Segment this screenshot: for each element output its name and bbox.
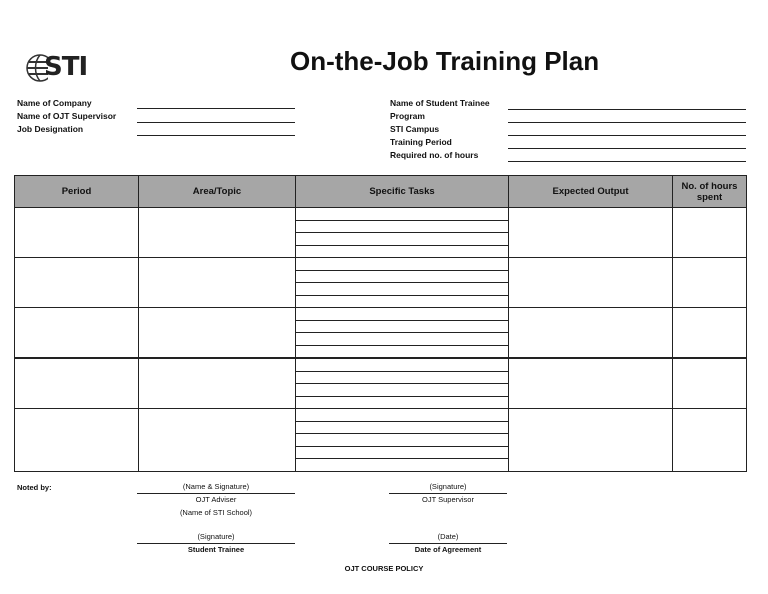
task-line[interactable]	[296, 333, 508, 346]
logo-text: STI	[44, 52, 88, 82]
adviser-signature-line[interactable]	[137, 493, 295, 494]
supervisor-field[interactable]	[137, 122, 295, 123]
period-cell[interactable]	[15, 308, 139, 359]
table-row	[15, 358, 747, 409]
task-line[interactable]	[296, 308, 508, 321]
program-label: Program	[390, 111, 425, 121]
student-trainee-label: Name of Student Trainee	[390, 98, 490, 108]
supervisor-signature-line[interactable]	[389, 493, 507, 494]
sti-logo	[26, 50, 96, 86]
task-line[interactable]	[296, 296, 508, 308]
table-header-row	[15, 176, 747, 208]
table-row	[15, 208, 747, 258]
date-line[interactable]	[389, 543, 507, 544]
hours-spent-cell[interactable]	[673, 358, 747, 409]
expected-output-cell[interactable]	[509, 308, 673, 359]
job-designation-label: Job Designation	[17, 124, 84, 134]
area-topic-cell[interactable]	[139, 308, 296, 359]
task-line[interactable]	[296, 321, 508, 334]
expected-output-cell[interactable]	[509, 409, 673, 472]
header-area-topic: Area/Topic	[139, 176, 296, 208]
task-line[interactable]	[296, 258, 508, 271]
task-line[interactable]	[296, 346, 508, 358]
task-line[interactable]	[296, 271, 508, 284]
task-line[interactable]	[296, 359, 508, 372]
specific-tasks-cell	[296, 258, 509, 308]
required-hours-field[interactable]	[508, 161, 746, 162]
student-trainee-field[interactable]	[508, 109, 746, 110]
specific-tasks-cell	[296, 208, 509, 258]
required-hours-label: Required no. of hours	[390, 150, 479, 160]
expected-output-cell[interactable]	[509, 258, 673, 308]
hours-spent-cell[interactable]	[673, 208, 747, 258]
expected-output-cell[interactable]	[509, 208, 673, 258]
trainee-signature-line[interactable]	[137, 543, 295, 544]
task-line[interactable]	[296, 459, 508, 471]
task-line[interactable]	[296, 397, 508, 409]
supervisor-label: Name of OJT Supervisor	[17, 111, 117, 121]
campus-field[interactable]	[508, 135, 746, 136]
specific-tasks-cell	[296, 358, 509, 409]
task-line[interactable]	[296, 372, 508, 385]
campus-label: STI Campus	[390, 124, 440, 134]
task-line[interactable]	[296, 409, 508, 422]
task-line[interactable]	[296, 434, 508, 447]
area-topic-cell[interactable]	[139, 258, 296, 308]
table-row	[15, 258, 747, 308]
task-line[interactable]	[296, 221, 508, 234]
period-cell[interactable]	[15, 409, 139, 472]
task-line[interactable]	[296, 283, 508, 296]
hours-spent-cell[interactable]	[673, 308, 747, 359]
task-line[interactable]	[296, 422, 508, 435]
adviser-label: OJT Adviser	[195, 495, 237, 504]
period-cell[interactable]	[15, 358, 139, 409]
page-title: On-the-Job Training Plan	[290, 46, 600, 76]
task-line[interactable]	[296, 384, 508, 397]
table-row	[15, 308, 747, 359]
area-topic-cell[interactable]	[139, 358, 296, 409]
area-topic-cell[interactable]	[139, 409, 296, 472]
company-field[interactable]	[137, 108, 295, 109]
adviser-caption: (Name & Signature)	[182, 482, 250, 491]
program-field[interactable]	[508, 122, 746, 123]
job-designation-field[interactable]	[137, 135, 295, 136]
area-topic-cell[interactable]	[139, 208, 296, 258]
period-cell[interactable]	[15, 208, 139, 258]
hours-spent-cell[interactable]	[673, 258, 747, 308]
supervisor-caption: (Signature)	[429, 482, 467, 491]
course-policy-label: OJT COURSE POLICY	[344, 564, 424, 573]
trainee-sig-label: Student Trainee	[187, 545, 245, 554]
training-period-field[interactable]	[508, 148, 746, 149]
task-line[interactable]	[296, 447, 508, 460]
training-plan-table	[14, 175, 747, 472]
task-line[interactable]	[296, 246, 508, 258]
specific-tasks-cell	[296, 409, 509, 472]
noted-by-label: Noted by:	[17, 483, 52, 492]
specific-tasks-cell	[296, 308, 509, 359]
header-hours-spent: No. of hours spent	[673, 176, 747, 208]
hours-spent-cell[interactable]	[673, 409, 747, 472]
training-period-label: Training Period	[390, 137, 452, 147]
expected-output-cell[interactable]	[509, 358, 673, 409]
trainee-caption: (Signature)	[197, 532, 235, 541]
header-period: Period	[15, 176, 139, 208]
task-line[interactable]	[296, 233, 508, 246]
date-of-agreement-label: Date of Agreement	[414, 545, 482, 554]
adviser-school-label: (Name of STI School)	[179, 508, 253, 517]
supervisor-sig-label: OJT Supervisor	[422, 495, 474, 504]
header-specific-tasks: Specific Tasks	[296, 176, 509, 208]
table-row	[15, 409, 747, 472]
date-caption: (Date)	[437, 532, 459, 541]
period-cell[interactable]	[15, 258, 139, 308]
header-expected-output: Expected Output	[509, 176, 673, 208]
company-label: Name of Company	[17, 98, 92, 108]
task-line[interactable]	[296, 208, 508, 221]
